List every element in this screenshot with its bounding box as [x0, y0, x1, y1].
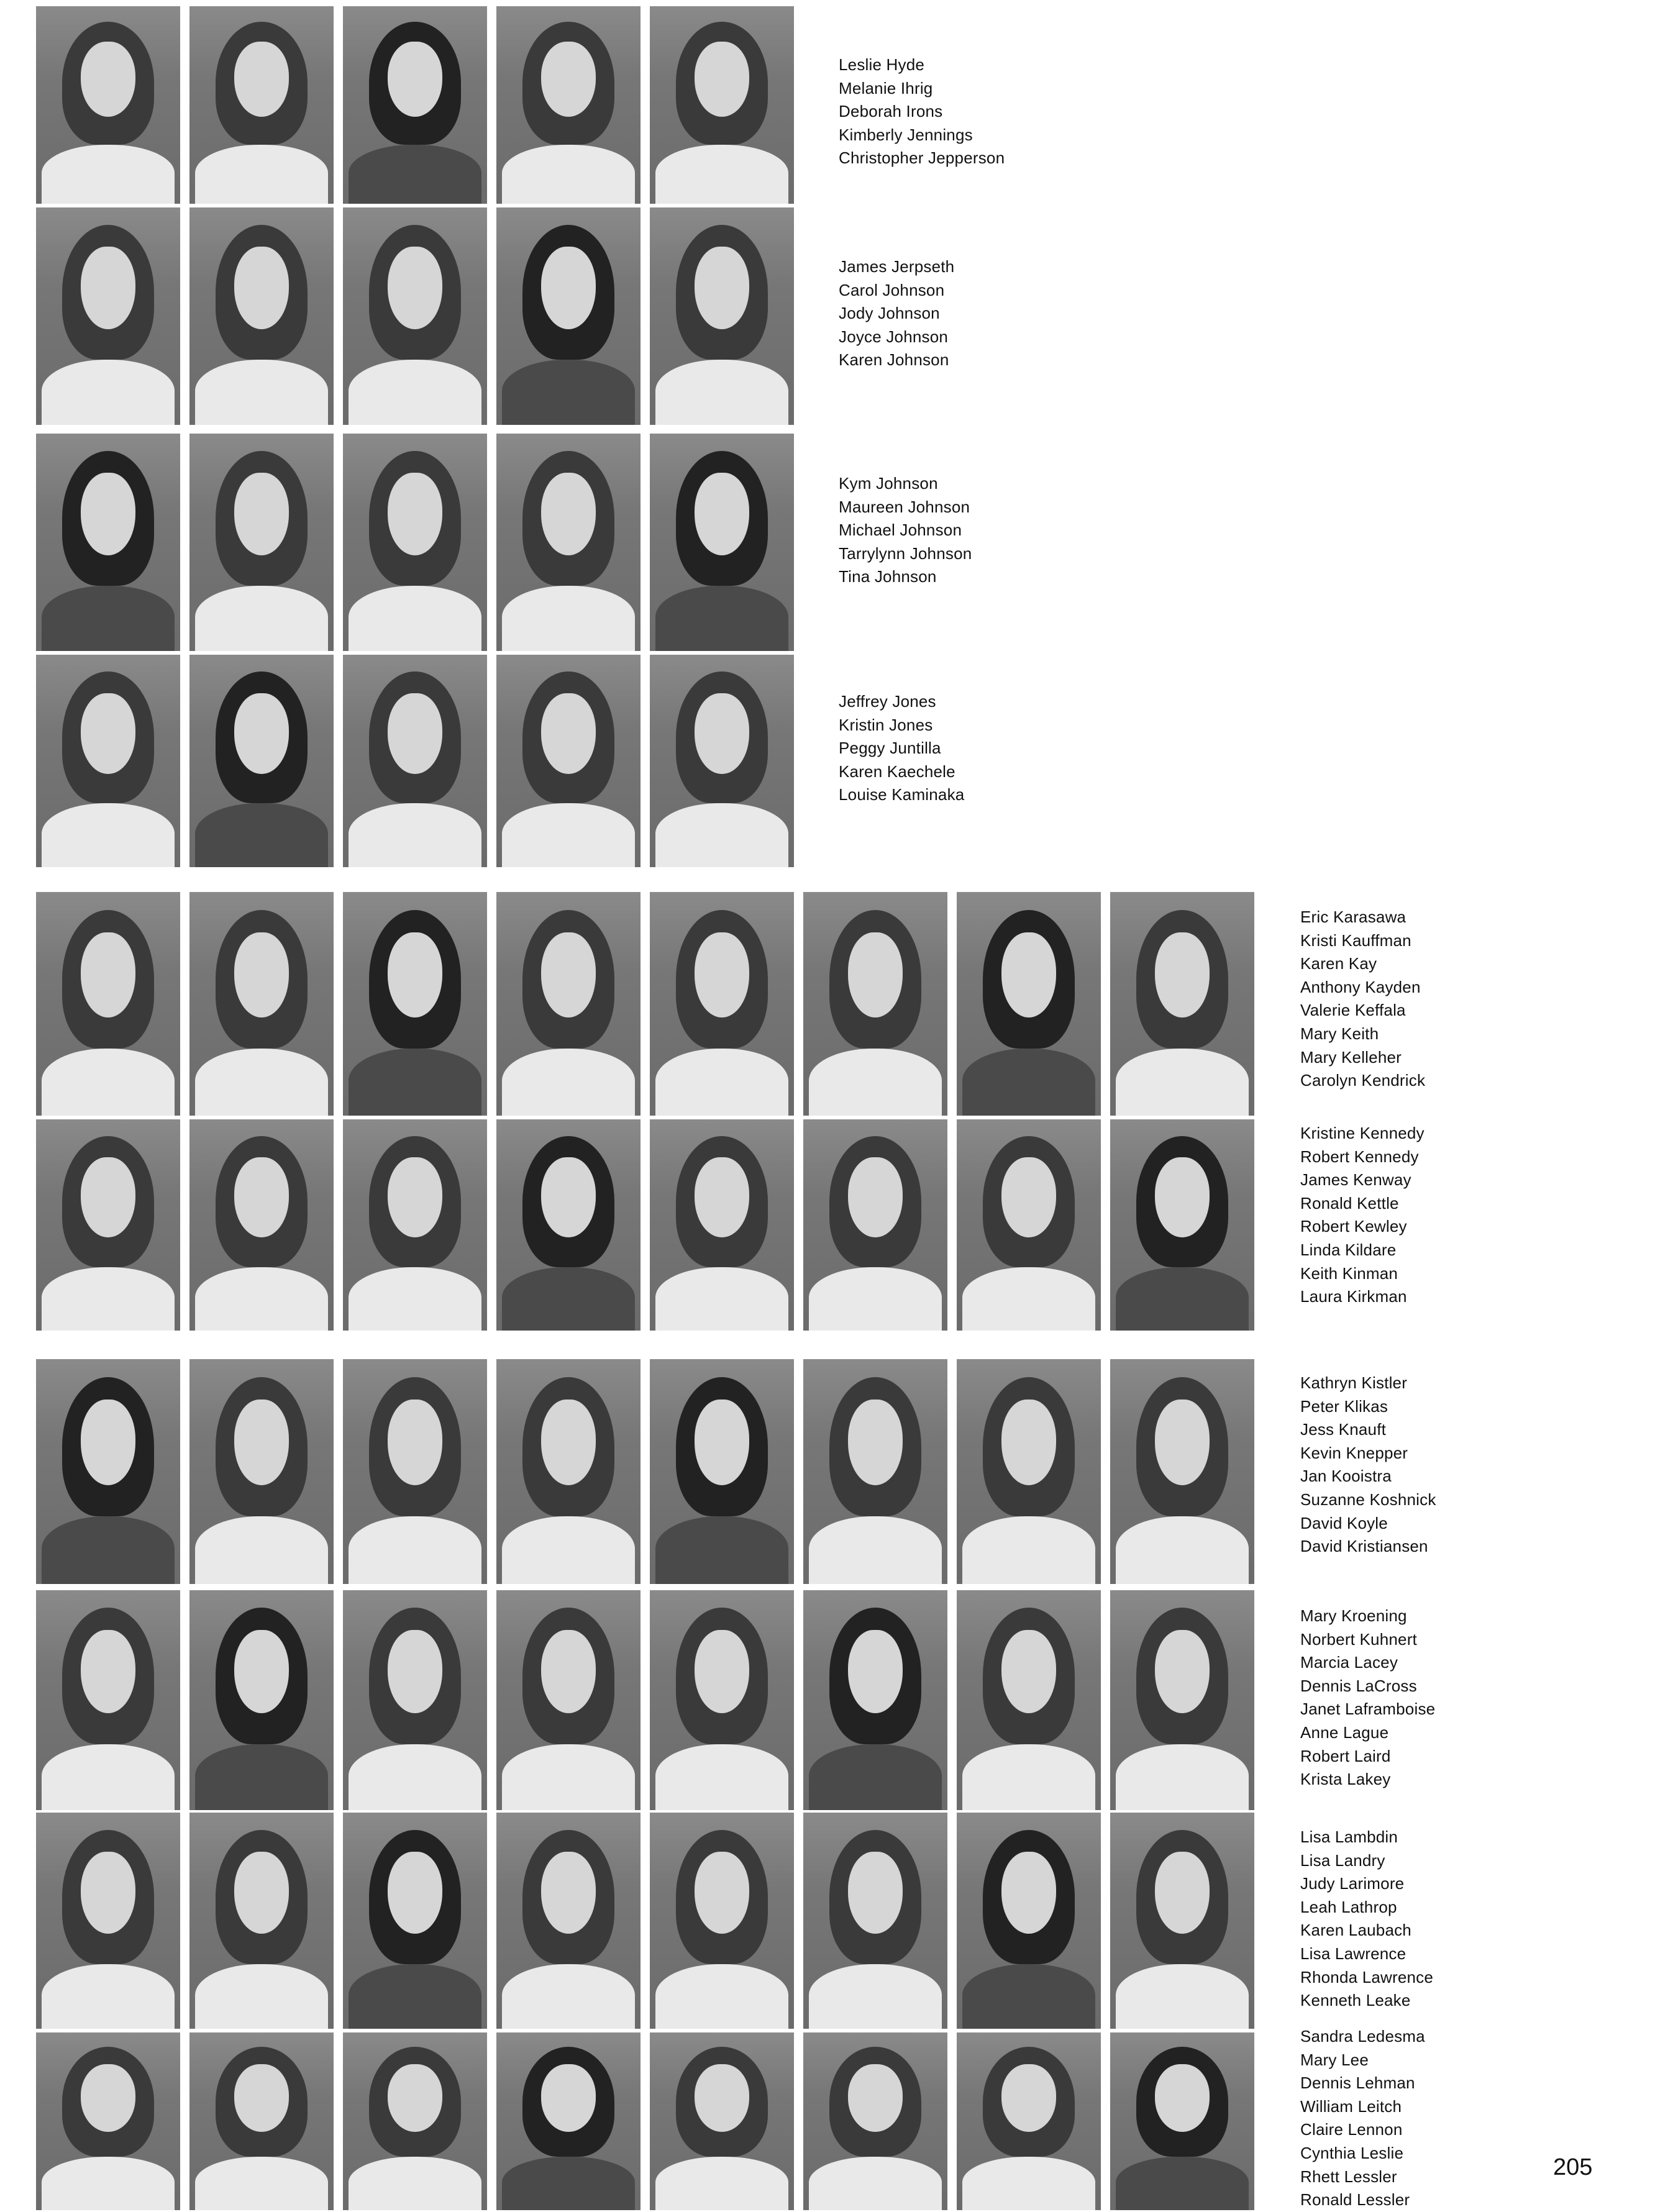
- student-name: William Leitch: [1300, 2096, 1402, 2116]
- student-name: Janet Laframboise: [1300, 1700, 1436, 1719]
- page-number: 205: [1553, 2154, 1593, 2180]
- student-portrait: [343, 655, 487, 867]
- student-portrait: [36, 1590, 180, 1810]
- name-list: [1300, 1604, 1435, 1791]
- student-portrait: [189, 6, 334, 204]
- student-portrait: [650, 6, 794, 204]
- student-portrait: [1110, 1359, 1254, 1584]
- student-portrait: [189, 1119, 334, 1331]
- student-portrait: [803, 1359, 947, 1584]
- student-portrait: [1110, 892, 1254, 1116]
- student-portrait: [803, 1813, 947, 2029]
- student-portrait: [343, 1119, 487, 1331]
- student-name: David Koyle: [1300, 1513, 1388, 1532]
- student-portrait: [343, 207, 487, 425]
- student-name: David Kristiansen: [1300, 1537, 1428, 1556]
- student-portrait: [189, 2032, 334, 2210]
- student-name: Jess Knauft: [1300, 1420, 1387, 1439]
- student-name: Mary Lee: [1300, 2050, 1369, 2069]
- student-portrait: [650, 2032, 794, 2210]
- student-portrait: [957, 1813, 1101, 2029]
- student-portrait: [650, 655, 794, 867]
- student-portrait: [803, 2032, 947, 2210]
- student-portrait: [189, 207, 334, 425]
- student-name: Joyce Johnson: [839, 327, 949, 346]
- student-portrait: [496, 1119, 641, 1331]
- student-portrait: [957, 1119, 1101, 1331]
- name-list: [1300, 1122, 1425, 1309]
- student-name: Kathryn Kistler: [1300, 1373, 1408, 1392]
- student-name: Carolyn Kendrick: [1300, 1071, 1426, 1090]
- student-portrait: [650, 892, 794, 1116]
- student-name: Kym Johnson: [839, 474, 938, 493]
- student-portrait: [650, 207, 794, 425]
- student-portrait: [1110, 1119, 1254, 1331]
- student-portrait: [496, 434, 641, 651]
- student-name: Marcia Lacey: [1300, 1653, 1398, 1672]
- student-portrait: [650, 1119, 794, 1331]
- student-name: Karen Laubach: [1300, 1921, 1411, 1940]
- student-portrait: [36, 1119, 180, 1331]
- student-name: Jan Kooistra: [1300, 1467, 1392, 1486]
- student-name: Anne Lague: [1300, 1723, 1389, 1742]
- student-portrait: [1110, 1813, 1254, 2029]
- student-portrait: [650, 1813, 794, 2029]
- student-name: Mary Kelleher: [1300, 1047, 1402, 1067]
- student-name: Kimberly Jennings: [839, 125, 973, 144]
- student-name: Laura Kirkman: [1300, 1287, 1407, 1306]
- student-portrait: [36, 1813, 180, 2029]
- student-name: Robert Kennedy: [1300, 1147, 1419, 1166]
- student-portrait: [803, 1119, 947, 1331]
- student-name: Rhett Lessler: [1300, 2167, 1397, 2186]
- name-list: [1300, 1826, 1433, 2013]
- student-name: Kenneth Leake: [1300, 1991, 1411, 2010]
- student-portrait: [36, 2032, 180, 2210]
- student-name: Suzanne Koshnick: [1300, 1490, 1436, 1509]
- student-name: Jeffrey Jones: [839, 692, 936, 711]
- student-name: Lisa Lambdin: [1300, 1827, 1398, 1846]
- student-portrait: [496, 1359, 641, 1584]
- student-name: Eric Karasawa: [1300, 908, 1407, 926]
- student-name: James Jerpseth: [839, 257, 955, 276]
- student-name: Cynthia Leslie: [1300, 2143, 1404, 2162]
- student-portrait: [496, 1813, 641, 2029]
- student-portrait: [189, 655, 334, 867]
- student-name: Carol Johnson: [839, 280, 945, 299]
- student-name: Linda Kildare: [1300, 1240, 1397, 1259]
- student-name: Leslie Hyde: [839, 55, 925, 74]
- student-name: Tina Johnson: [839, 567, 937, 586]
- name-list: [1300, 1372, 1436, 1559]
- student-portrait: [650, 1590, 794, 1810]
- student-name: Robert Laird: [1300, 1746, 1391, 1765]
- student-portrait: [496, 1590, 641, 1810]
- student-name: Rhonda Lawrence: [1300, 1967, 1434, 1987]
- student-name: Mary Kroening: [1300, 1606, 1407, 1625]
- student-portrait: [496, 2032, 641, 2210]
- student-name: Claire Lennon: [1300, 2120, 1403, 2139]
- student-portrait: [803, 1590, 947, 1810]
- student-name: Ronald Lessler: [1300, 2190, 1410, 2210]
- student-name: Christopher Jepperson: [839, 148, 1005, 168]
- student-name: Deborah Irons: [839, 102, 943, 121]
- student-name: Michael Johnson: [839, 521, 962, 540]
- student-name: Anthony Kayden: [1300, 977, 1421, 996]
- student-portrait: [957, 892, 1101, 1116]
- student-portrait: [1110, 1590, 1254, 1810]
- student-portrait: [189, 434, 334, 651]
- student-portrait: [36, 6, 180, 204]
- student-name: Mary Keith: [1300, 1024, 1379, 1043]
- student-portrait: [36, 892, 180, 1116]
- name-list: [1300, 2025, 1425, 2212]
- student-portrait: [189, 892, 334, 1116]
- student-name: Jody Johnson: [839, 304, 940, 323]
- student-portrait: [343, 2032, 487, 2210]
- student-name: Lisa Landry: [1300, 1850, 1385, 1870]
- student-portrait: [1110, 2032, 1254, 2210]
- student-name: Dennis LaCross: [1300, 1676, 1417, 1695]
- student-portrait: [189, 1359, 334, 1584]
- student-name: Robert Kewley: [1300, 1217, 1407, 1236]
- student-portrait: [343, 1590, 487, 1810]
- student-name: Kristine Kennedy: [1300, 1124, 1425, 1142]
- student-name: Judy Larimore: [1300, 1874, 1405, 1893]
- student-portrait: [36, 655, 180, 867]
- student-name: Kevin Knepper: [1300, 1443, 1408, 1462]
- name-list: [839, 255, 954, 372]
- student-name: Krista Lakey: [1300, 1770, 1391, 1789]
- student-name: James Kenway: [1300, 1170, 1411, 1190]
- student-name: Karen Kaechele: [839, 762, 955, 781]
- student-portrait: [957, 2032, 1101, 2210]
- student-name: Karen Kay: [1300, 954, 1377, 973]
- name-list: [839, 690, 964, 807]
- student-name: Ronald Kettle: [1300, 1193, 1399, 1213]
- student-name: Keith Kinman: [1300, 1263, 1398, 1283]
- student-name: Kristi Kauffman: [1300, 931, 1411, 950]
- student-name: Melanie Ihrig: [839, 78, 933, 98]
- student-name: Sandra Ledesma: [1300, 2027, 1425, 2046]
- student-name: Karen Johnson: [839, 350, 949, 370]
- student-portrait: [957, 1359, 1101, 1584]
- student-portrait: [496, 6, 641, 204]
- student-name: Kristin Jones: [839, 715, 933, 734]
- student-name: Norbert Kuhnert: [1300, 1629, 1417, 1649]
- student-portrait: [496, 207, 641, 425]
- student-portrait: [36, 207, 180, 425]
- student-name: Maureen Johnson: [839, 497, 970, 516]
- name-list: [1300, 906, 1425, 1093]
- student-name: Tarrylynn Johnson: [839, 544, 972, 563]
- student-portrait: [957, 1590, 1101, 1810]
- name-list: [839, 472, 972, 589]
- student-portrait: [36, 1359, 180, 1584]
- student-name: Lisa Lawrence: [1300, 1944, 1407, 1963]
- student-portrait: [650, 434, 794, 651]
- student-name: Peter Klikas: [1300, 1396, 1388, 1416]
- student-portrait: [343, 892, 487, 1116]
- student-portrait: [189, 1590, 334, 1810]
- student-name: Dennis Lehman: [1300, 2073, 1415, 2093]
- student-portrait: [496, 892, 641, 1116]
- student-portrait: [189, 1813, 334, 2029]
- student-portrait: [343, 1359, 487, 1584]
- student-name: Valerie Keffala: [1300, 1001, 1406, 1020]
- student-portrait: [343, 6, 487, 204]
- student-portrait: [496, 655, 641, 867]
- name-list: [839, 53, 1005, 170]
- student-portrait: [343, 434, 487, 651]
- student-portrait: [650, 1359, 794, 1584]
- student-portrait: [803, 892, 947, 1116]
- student-portrait: [343, 1813, 487, 2029]
- student-name: Louise Kaminaka: [839, 785, 965, 804]
- student-portrait: [36, 434, 180, 651]
- student-name: Leah Lathrop: [1300, 1897, 1397, 1916]
- student-name: Peggy Juntilla: [839, 739, 941, 758]
